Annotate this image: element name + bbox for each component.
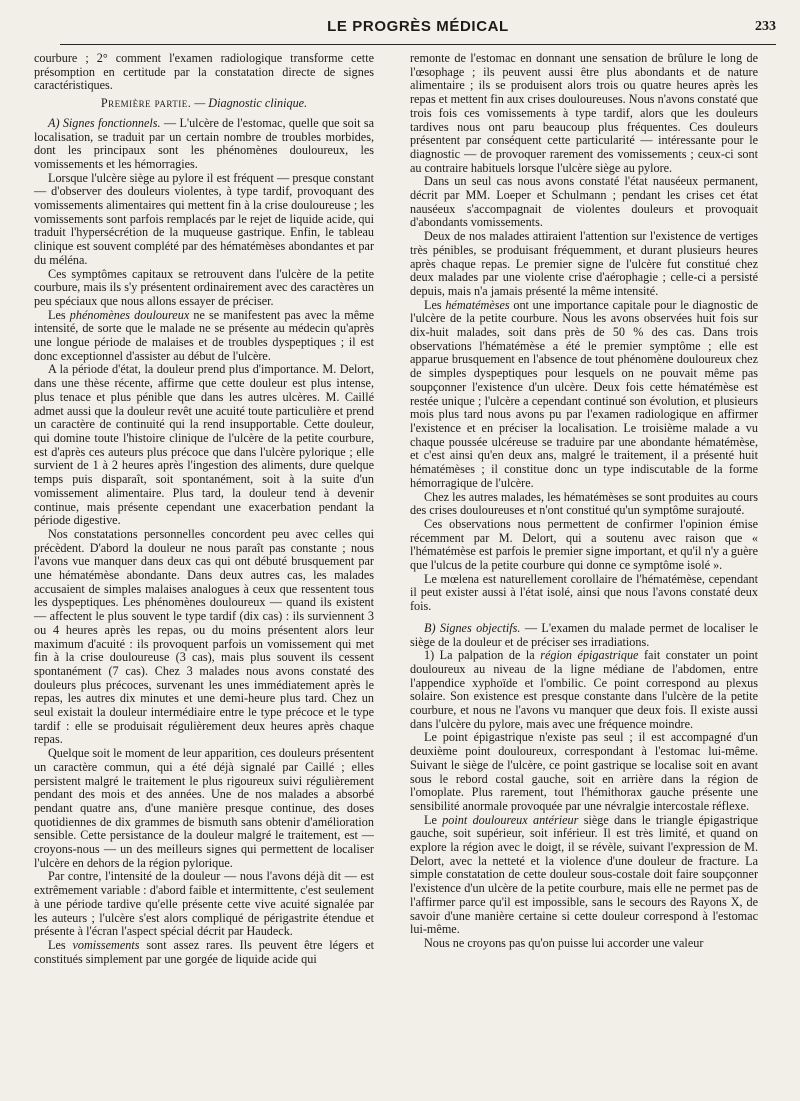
subsection-label: B) Signes objectifs. <box>424 620 521 635</box>
right-column <box>410 52 758 951</box>
paragraph: Le mœlena est naturellement corollaire de l'hématémèse, cependant il peut exister aussi à l'état isolé, ainsi que nous l'avons constaté deux fois. <box>410 571 758 614</box>
paragraph: remonte de l'estomac en donnant une sensation de brûlure le long de l'œsophage ; ils peuvent aussi être plus abondants et de nature alimentaire ; ils se produisent alors trois ou quatre heures après les repas et mettent fin aux crises douloureuses. Nous n'avons constaté que trois fois ces vomissements à type tardif, alors que les douleurs tardives nous ont paru beaucoup plus fréquentes. Ces douleurs présentent par conséquent cette particularité — intéressante pour le diagnostic — de provoquer rarement des vomissements ; ceux-ci sont au contraire habituels lorsque l'ulcère siège au pylore. <box>410 51 758 175</box>
paragraph: A la période d'état, la douleur prend plus d'importance. M. Delort, dans une thèse récente, affirme que cette douleur est plus intense, plus tenace et plus pénible que dans les autres ulcères. M. Caillé admet aussi que la douleur revêt une acuité toute particulière et prend un caractère de continuité qui la rend insupportable. Cette douleur, qui domine toute l'histoire clinique de l'ulcère de la petite courbure, est d'après ces auteurs plus précoce que dans l'ulcère pylorique ; elle survient de 1 à 2 heures après l'ingestion des aliments, dure quelque temps puis disparaît, soit spontanément, soit à la suite d'un vomissement alimentaire. Plus tard, la douleur tend à devenir continue, mais présente cependant une exacerbation pendant la période digestive. <box>34 362 374 528</box>
paragraph: B) Signes objectifs. — L'examen du malade permet de localiser le siège de la douleur et de préciser ses irradiations. <box>410 620 758 649</box>
paragraph: Ces symptômes capitaux se retrouvent dans l'ulcère de la petite courbure, mais ils s'y présentent ordinairement avec des caractères un peu spéciaux que nous allons essayer de préciser. <box>34 266 374 308</box>
part-label: Première partie. <box>100 96 192 111</box>
paragraph: Quelque soit le moment de leur apparition, ces douleurs présentent un caractère commun, qui a été déjà signalé par Caillé ; elles persistent malgré le traitement le plus rigoureux suivi régulièrement pendant des mois et des années. Une de nos malades a absorbé pendant quatre ans, d'une manière presque continue, des doses quotidiennes de dix grammes de bismuth sans obtenir d'amélioration sensible. Cette persistance de la douleur malgré le traitement, est — croyons-nous — un des meilleurs signes qui permettent de localiser l'ulcère en dehors de la région pylorique. <box>34 746 374 870</box>
paragraph: Dans un seul cas nous avons constaté l'état nauséeux permanent, décrit par MM. Loeper et Schulmann ; pendant les crises cet état nauséeux s'accompagnait de violentes douleurs et provoquait d'abondants vomissements. <box>410 174 758 230</box>
paragraph: Le point douloureux antérieur siège dans le triangle épigastrique gauche, soit supérieur, soit inférieur. Il est très limité, et quand on explore la région avec le doigt, il se révèle, suivant l'expression de M. Delort, avec la netteté et la violence d'une douleur de fracture. La simple constatation de cette douleur sous-costale doit faire soupçonner l'existence d'un ulcère de la petite courbure, mais elle ne permet pas de l'affirmer parce qu'il est impossible, sans le secours des Rayons X, de savoir d'une manière certaine si cette douleur correspond à l'estomac lui-même. <box>410 812 759 937</box>
paragraph: Deux de nos malades attiraient l'attention sur l'existence de vertiges très pénibles, se produisant fréquemment, et durant plusieurs heures après chaque repas. Le premier signe de l'ulcère fut constitué chez deux malades par une violente crise d'aérophagie ; celle-ci a persisté depuis, mais n'a jamais présenté la même intensité. <box>410 229 758 298</box>
paragraph: Les hématémèses ont une importance capitale pour le diagnostic de l'ulcère de la petite courbure. Nous les avons observées huit fois sur dix-huit malades, soit dans près de 50 % des cas. Dans trois observations l'hématémèse a été le premier symptôme ; elle est apparue brusquement en l'absence de tout phénomène douloureux chez de simples dyspeptiques pour lesquels on ne pouvait même pas soupçonner l'existence d'un ulcère. Deux fois cette hématémèse est restée unique ; l'ulcère a cependant continué son évolution, et plusieurs mois plus tard nous avons pu par l'examen radiologique en affirmer l'existence et en préciser la localisation. Le troisième malade a vu chaque poussée ulcéreuse se traduire par une abondante hématémèse, et c'est ainsi qu'en deux ans, malgré le traitement, il a présenté huit hématémèses ; il constitue donc un type indiscutable de la forme hémorragique de l'ulcère. <box>410 297 758 490</box>
running-header <box>60 18 776 40</box>
journal-title: LE PROGRÈS MÉDICAL <box>327 18 509 35</box>
paragraph: courbure ; 2° comment l'examen radiologique transforme cette présomption en certitude par la constatation directe de signes caractéristiques. <box>34 51 374 93</box>
paragraph: 1) La palpation de la région épigastrique fait constater un point douloureux au niveau de la ligne médiane de l'abdomen, entre l'appendice xyphoïde et l'ombilic. Ce point correspond au plexus solaire. Son existence est presque constante dans l'ulcère de la petite courbure, et nous ne l'avons vu manquer que deux fois. Il existe aussi dans l'ulcère du pylore, mais avec une fréquence moindre. <box>410 648 758 731</box>
paragraph: Nous ne croyons pas qu'on puisse lui accorder une valeur <box>424 936 704 950</box>
paragraph: Chez les autres malades, les hématémèses se sont produites au cours des crises douloureuses et n'ont constitué qu'un symptôme surajouté. <box>410 489 758 518</box>
paragraph: Le point épigastrique n'existe pas seul ; il est accompagné d'un deuxième point douloureux, correspondant à l'estomac lui-même. Suivant le siège de l'ulcère, ce point gastrique se localise soit en avant sous le rebord costal gauche, soit en arrière dans la région de l'omoplate. Plus rarement, tout l'hémithorax gauche présente une sensibilité anormale provoquée par une névralgie intercostale réflexe. <box>410 730 758 813</box>
paragraph: Les vomissements sont assez rares. Ils peuvent être légers et constitués simplement par une gorgée de liquide acide qui <box>34 938 374 966</box>
page-number: 233 <box>755 19 776 34</box>
paragraph: Lorsque l'ulcère siège au pylore il est fréquent — presque constant — d'observer des douleurs violentes, à type tardif, provoquant des vomissements alimentaires qui mettent fin à la crise douloureuse ; les vomissements sont parfois remplacés par le rejet de liquide acide, qui traduit l'hypersécrétion de la muqueuse gastrique. Enfin, le tableau clinique est souvent complété par des hématémèses abondantes et par du méléna. <box>34 170 374 267</box>
paragraph: Nos constatations personnelles concordent peu avec celles qui précèdent. D'abord la douleur ne nous paraît pas constante ; nous l'avons vue manquer dans deux cas qui ont débuté brusquement par une hématémèse abondante. Dans deux autres cas, les malades accusaient de simples malaises analogues à ceux que ressentent tous les dyspeptiques. Les phénomènes douloureux — quand ils existent — affectent le plus souvent le type tardif (dix cas) : ils surviennent 3 ou 4 heures après les repas, ou du moins présentent alors leur maximum d'acuité : ils provoquent parfois un vomissement qui met fin à la crise douloureuse (3 cas), mais plus souvent ils cessent spontanément (7 cas). Chez 3 malades nous avons constaté des douleurs plus précoces, survenant les unes immédiatement après le repas, les autres dix minutes et une demi-heure plus tard. Chez un seul existait la douleur intermédiaire entre le type précoce et le type tardif : elle se produisait régulièrement deux heures après chaque repas. <box>34 526 374 747</box>
subsection-label: A) Signes fonctionnels. <box>48 115 161 130</box>
left-column <box>34 52 374 966</box>
paragraph: A) Signes fonctionnels. — L'ulcère de l'estomac, quelle que soit sa localisation, se traduit par un certain nombre de troubles morbides, dont les principaux sont les phénomènes douloureux, les vomissements et les hémorragies. <box>34 115 375 171</box>
paragraph: Ces observations nous permettent de confirmer l'opinion émise récemment par M. Delort, qui a soutenu avec raison que « l'hématémèse est parfois le premier signe important, et qu'il n'y a guère que l'ulcus de la petite courbure qui donne ce symptôme isolé ». <box>410 516 758 573</box>
part-title: — Diagnostic clinique. <box>194 96 308 111</box>
paragraph: Par contre, l'intensité de la douleur — nous l'avons déjà dit — est extrêmement variable : d'abord faible et intermittente, c'est seulement à une période tardive qu'elle présente cette vive acuité signalée par les auteurs ; l'ulcère s'est alors compliqué de périgastrite étendue et présente à l'écran l'aspect spécial décrit par Haudeck. <box>34 869 374 939</box>
section-heading <box>34 97 374 111</box>
paragraph: Les phénomènes douloureux ne se manifestent pas avec la même intensité, de sorte que le malade ne se présente au médecin qu'après une longue période de malaises et de troubles dyspeptiques ; il est donc exceptionnel d'assister au début de l'ulcère. <box>34 307 374 363</box>
header-rule <box>60 44 776 45</box>
